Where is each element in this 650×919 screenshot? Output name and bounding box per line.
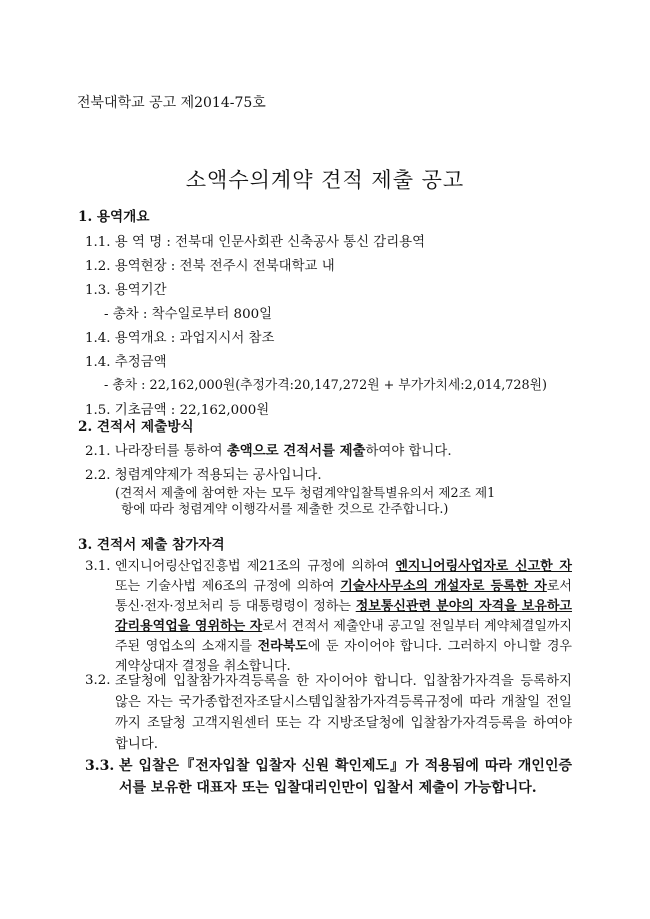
section-2-heading: 2. 견적서 제출방식 (78, 419, 194, 435)
notice-number: 전북대학교 공고 제2014-75호 (77, 95, 266, 111)
item-3-2-number: 3.2. (85, 673, 111, 688)
item-2-2-note-line1: (견적서 제출에 참여한 자는 모두 청렴계약입찰특별유의서 제2조 제1 (115, 485, 496, 500)
item-3-1-text-5: 에 둔 자이어야 합니다. 그러하지 아니할 경우 계약상대자 결정을 취소합니다. (115, 639, 572, 674)
item-3-3-number: 3.3. (85, 758, 115, 774)
item-3-1-text-2: 또는 기술사법 제6조의 규정에 의하여 (115, 579, 341, 594)
section-1-heading: 1. 용역개요 (78, 209, 150, 225)
section-3-heading: 3. 견적서 제출 참가자격 (78, 537, 225, 553)
item-3-1-text-4: 로서 견적서 제출안내 공고일 전일부터 계약체결일까지 주된 영업소의 소재지를 (115, 619, 572, 654)
item-2-1-bold: 총액으로 견적서를 제출 (226, 443, 366, 459)
item-3-1-bold-3: 정보통신관련 분야의 자격을 보유하고 감리용역업을 영위하는 자 (115, 599, 572, 634)
item-1-3-detail: - 총차 : 착수일로부터 800일 (104, 307, 273, 322)
item-3-3: 본 입찰은『전자입찰 입찰자 신원 확인제도』가 적용됨에 따라 개인인증서를 보유한 대표자 또는 입찰대리인만이 입찰서 제출이 가능합니다. (119, 758, 572, 796)
item-2-2-note-line2: 항에 따라 청렴계약 이행각서를 제출한 것으로 간주합니다.) (121, 501, 449, 516)
item-2-1-post: 하여야 합니다. (365, 444, 452, 459)
item-1-1: 1.1. 용 역 명 : 전북대 인문사회관 신축공사 통신 감리용역 (85, 235, 426, 250)
item-3-1-number: 3.1. (85, 559, 111, 574)
item-3-1-text-1: 엔지니어링산업진흥법 제21조의 규정에 의하여 (115, 559, 396, 574)
item-3-1-text-3: 로서 통신·전자·정보처리 등 대통령령이 정하는 (115, 579, 572, 614)
item-3-2: 조달청에 입찰참가자격등록을 한 자이어야 합니다. 입찰참가자격을 등록하지 않은 자는 국가종합전자조달시스템입찰참가자격등록규정에 따라 개찰일 전일까지 조달청 고객지원센터 또는 각 지방조달청에 입찰참가자격등록을 하여야 합니다. (115, 674, 572, 752)
item-2-2: 2.2. 청렴계약제가 적용되는 공사입니다. (85, 468, 322, 483)
item-1-5: 1.5. 기초금액 : 22,162,000원 (85, 403, 270, 418)
page-title: 소액수의계약 견적 제출 공고 (185, 168, 465, 192)
item-3-1 (115, 557, 572, 677)
item-1-4-overview: 1.4. 용역개요 : 과업지시서 참조 (85, 331, 275, 346)
item-1-4-estimate-detail: - 총차 : 22,162,000원(추정가격:20,147,272원 + 부가가치세:2,014,728원) (104, 378, 548, 393)
item-3-1-bold-2: 기술사사무소의 개설자로 등록한 자 (340, 579, 547, 594)
item-3-1-bold-4: 전라북도 (257, 639, 308, 654)
item-1-3: 1.3. 용역기간 (85, 283, 167, 298)
item-2-1-pre: 2.1. 나라장터를 통하여 (85, 444, 227, 459)
item-1-4-estimate: 1.4. 추정금액 (85, 355, 167, 370)
item-1-2: 1.2. 용역현장 : 전북 전주시 전북대학교 내 (85, 259, 335, 274)
item-2-1 (85, 445, 452, 458)
item-3-1-bold-1: 엔지니어링사업자로 신고한 자 (395, 559, 572, 574)
